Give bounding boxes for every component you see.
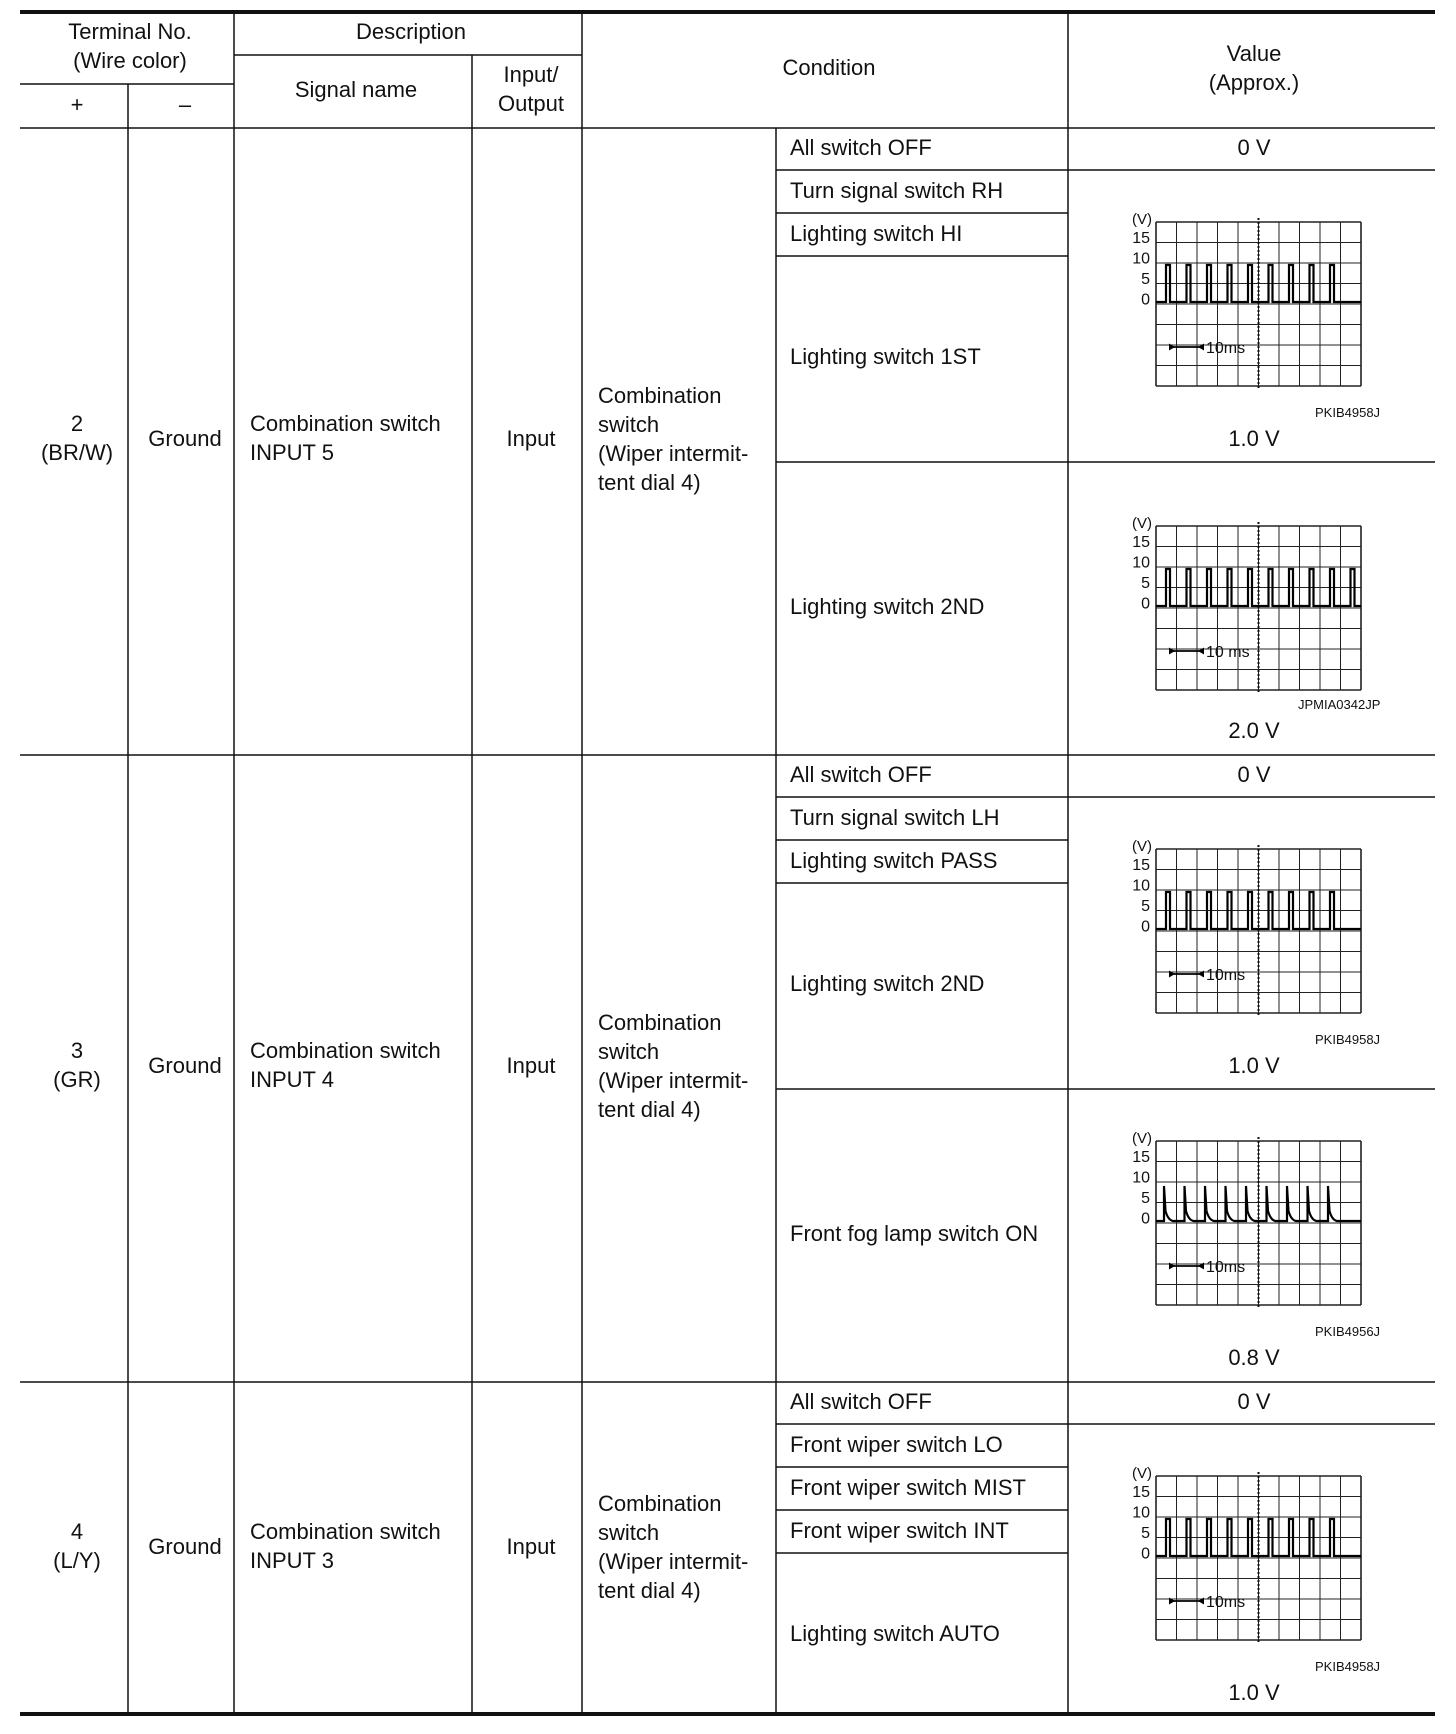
waveform-graph (1104, 1464, 1394, 1654)
waveform-graph (1104, 514, 1394, 704)
condition-row: All switch OFF (790, 762, 932, 787)
condition-group-line4: tent dial 4) (598, 1578, 701, 1603)
ground-label: Ground (148, 426, 222, 451)
header-value-line1: Value (1226, 41, 1282, 66)
scope-tick-label: 0 (1141, 1545, 1150, 1563)
ground-label: Ground (148, 1053, 222, 1078)
condition-row: Lighting switch HI (790, 221, 963, 246)
scope-tick-label: 0 (1141, 291, 1150, 309)
value-voltage: 2.0 V (1228, 718, 1280, 743)
ground-label: Ground (148, 1534, 222, 1559)
condition-row: Lighting switch AUTO (790, 1621, 1000, 1646)
condition-row: Front fog lamp switch ON (790, 1221, 1039, 1246)
terminal-wire-color: (BR/W) (40, 440, 114, 465)
condition-row: All switch OFF (790, 1389, 932, 1414)
io-label: Input (506, 426, 556, 451)
scope-time-label: 10ms (1206, 967, 1246, 984)
scope-tick-label: 0 (1141, 1210, 1150, 1228)
value-zero-volt: 0 V (1237, 762, 1271, 787)
header-io-line1: Input/ (503, 62, 559, 87)
io-label: Input (506, 1053, 556, 1078)
value-voltage: 0.8 V (1228, 1345, 1280, 1370)
condition-row: Turn signal switch LH (790, 805, 1000, 830)
condition-group-line2: switch (598, 412, 660, 437)
scope-tick-label: 5 (1141, 1190, 1150, 1207)
waveform-graph (1104, 837, 1394, 1027)
terminal-number: 3 (70, 1038, 84, 1063)
condition-group-line3: (Wiper intermit- (598, 441, 749, 466)
header-terminal-no: Terminal No. (68, 19, 192, 44)
signal-name-line2: INPUT 4 (250, 1067, 334, 1092)
header-minus: – (178, 92, 192, 117)
condition-row: Front wiper switch LO (790, 1432, 1003, 1457)
figure-code: PKIB4958J (1315, 405, 1381, 420)
condition-row: Lighting switch 1ST (790, 344, 981, 369)
scope-tick-label: 15 (1132, 857, 1150, 874)
scope-tick-label: 0 (1141, 595, 1150, 613)
condition-row: Lighting switch 2ND (790, 971, 985, 996)
scope-tick-label: 5 (1141, 898, 1150, 915)
condition-row: Front wiper switch INT (790, 1518, 1009, 1543)
figure-code: PKIB4958J (1315, 1659, 1381, 1674)
figure-code: JPMIA0342JP (1298, 697, 1381, 712)
figure-code: PKIB4956J (1315, 1324, 1381, 1339)
condition-row: All switch OFF (790, 135, 932, 160)
scope-tick-label: 5 (1141, 1525, 1150, 1542)
scope-tick-label: 15 (1132, 1484, 1150, 1501)
signal-name-line1: Combination switch (250, 1519, 441, 1544)
scope-unit-label: (V) (1132, 515, 1152, 532)
header-signal-name: Signal name (294, 77, 418, 102)
condition-row: Front wiper switch MIST (790, 1475, 1026, 1500)
scope-unit-label: (V) (1132, 1465, 1152, 1482)
scope-unit-label: (V) (1132, 211, 1152, 228)
value-voltage: 1.0 V (1228, 426, 1280, 451)
scope-tick-label: 5 (1141, 271, 1150, 288)
signal-name-line1: Combination switch (250, 411, 441, 436)
scope-tick-label: 10 (1132, 877, 1150, 895)
scope-tick-label: 5 (1141, 575, 1150, 592)
header-value-line2: (Approx.) (1208, 70, 1300, 95)
condition-row: Lighting switch PASS (790, 848, 998, 873)
scope-tick-label: 15 (1132, 230, 1150, 247)
scope-time-label: 10ms (1206, 340, 1246, 357)
condition-group-line1: Combination (598, 1010, 722, 1035)
scope-tick-label: 10 (1132, 554, 1150, 572)
scope-tick-label: 10 (1132, 250, 1150, 268)
header-wire-color: (Wire color) (73, 48, 187, 73)
signal-name-line2: INPUT 5 (250, 440, 334, 465)
terminal-number: 2 (70, 411, 84, 436)
scope-unit-label: (V) (1132, 838, 1152, 855)
scope-tick-label: 15 (1132, 534, 1150, 551)
scope-unit-label: (V) (1132, 1130, 1152, 1147)
scope-time-label: 10ms (1206, 1259, 1246, 1276)
condition-group-line3: (Wiper intermit- (598, 1068, 749, 1093)
value-voltage: 1.0 V (1228, 1053, 1280, 1078)
condition-group-line4: tent dial 4) (598, 1097, 701, 1122)
value-zero-volt: 0 V (1237, 135, 1271, 160)
header-io-line2: Output (497, 91, 565, 116)
header-plus: + (70, 92, 84, 117)
header-description: Description (355, 19, 467, 44)
scope-tick-label: 10 (1132, 1169, 1150, 1187)
scope-tick-label: 15 (1132, 1149, 1150, 1166)
header-condition: Condition (782, 55, 876, 80)
signal-name-line2: INPUT 3 (250, 1548, 334, 1573)
condition-row: Lighting switch 2ND (790, 594, 985, 619)
figure-code: PKIB4958J (1315, 1032, 1381, 1047)
value-voltage: 1.0 V (1228, 1680, 1280, 1705)
scope-time-label: 10ms (1206, 1594, 1246, 1611)
value-zero-volt: 0 V (1237, 1389, 1271, 1414)
terminal-wire-color: (L/Y) (53, 1548, 101, 1573)
condition-group-line1: Combination (598, 383, 722, 408)
condition-row: Turn signal switch RH (790, 178, 1004, 203)
io-label: Input (506, 1534, 556, 1559)
signal-name-line1: Combination switch (250, 1038, 441, 1063)
terminal-number: 4 (70, 1519, 84, 1544)
condition-group-line2: switch (598, 1039, 660, 1064)
scope-tick-label: 10 (1132, 1504, 1150, 1522)
terminal-wire-color: (GR) (53, 1067, 101, 1092)
condition-group-line1: Combination (598, 1491, 722, 1516)
condition-group-line2: switch (598, 1520, 660, 1545)
scope-time-label: 10 ms (1206, 644, 1250, 661)
condition-group-line4: tent dial 4) (598, 470, 701, 495)
waveform-graph (1104, 210, 1394, 400)
waveform-graph (1104, 1129, 1394, 1319)
condition-group-line3: (Wiper intermit- (598, 1549, 749, 1574)
scope-tick-label: 0 (1141, 918, 1150, 936)
